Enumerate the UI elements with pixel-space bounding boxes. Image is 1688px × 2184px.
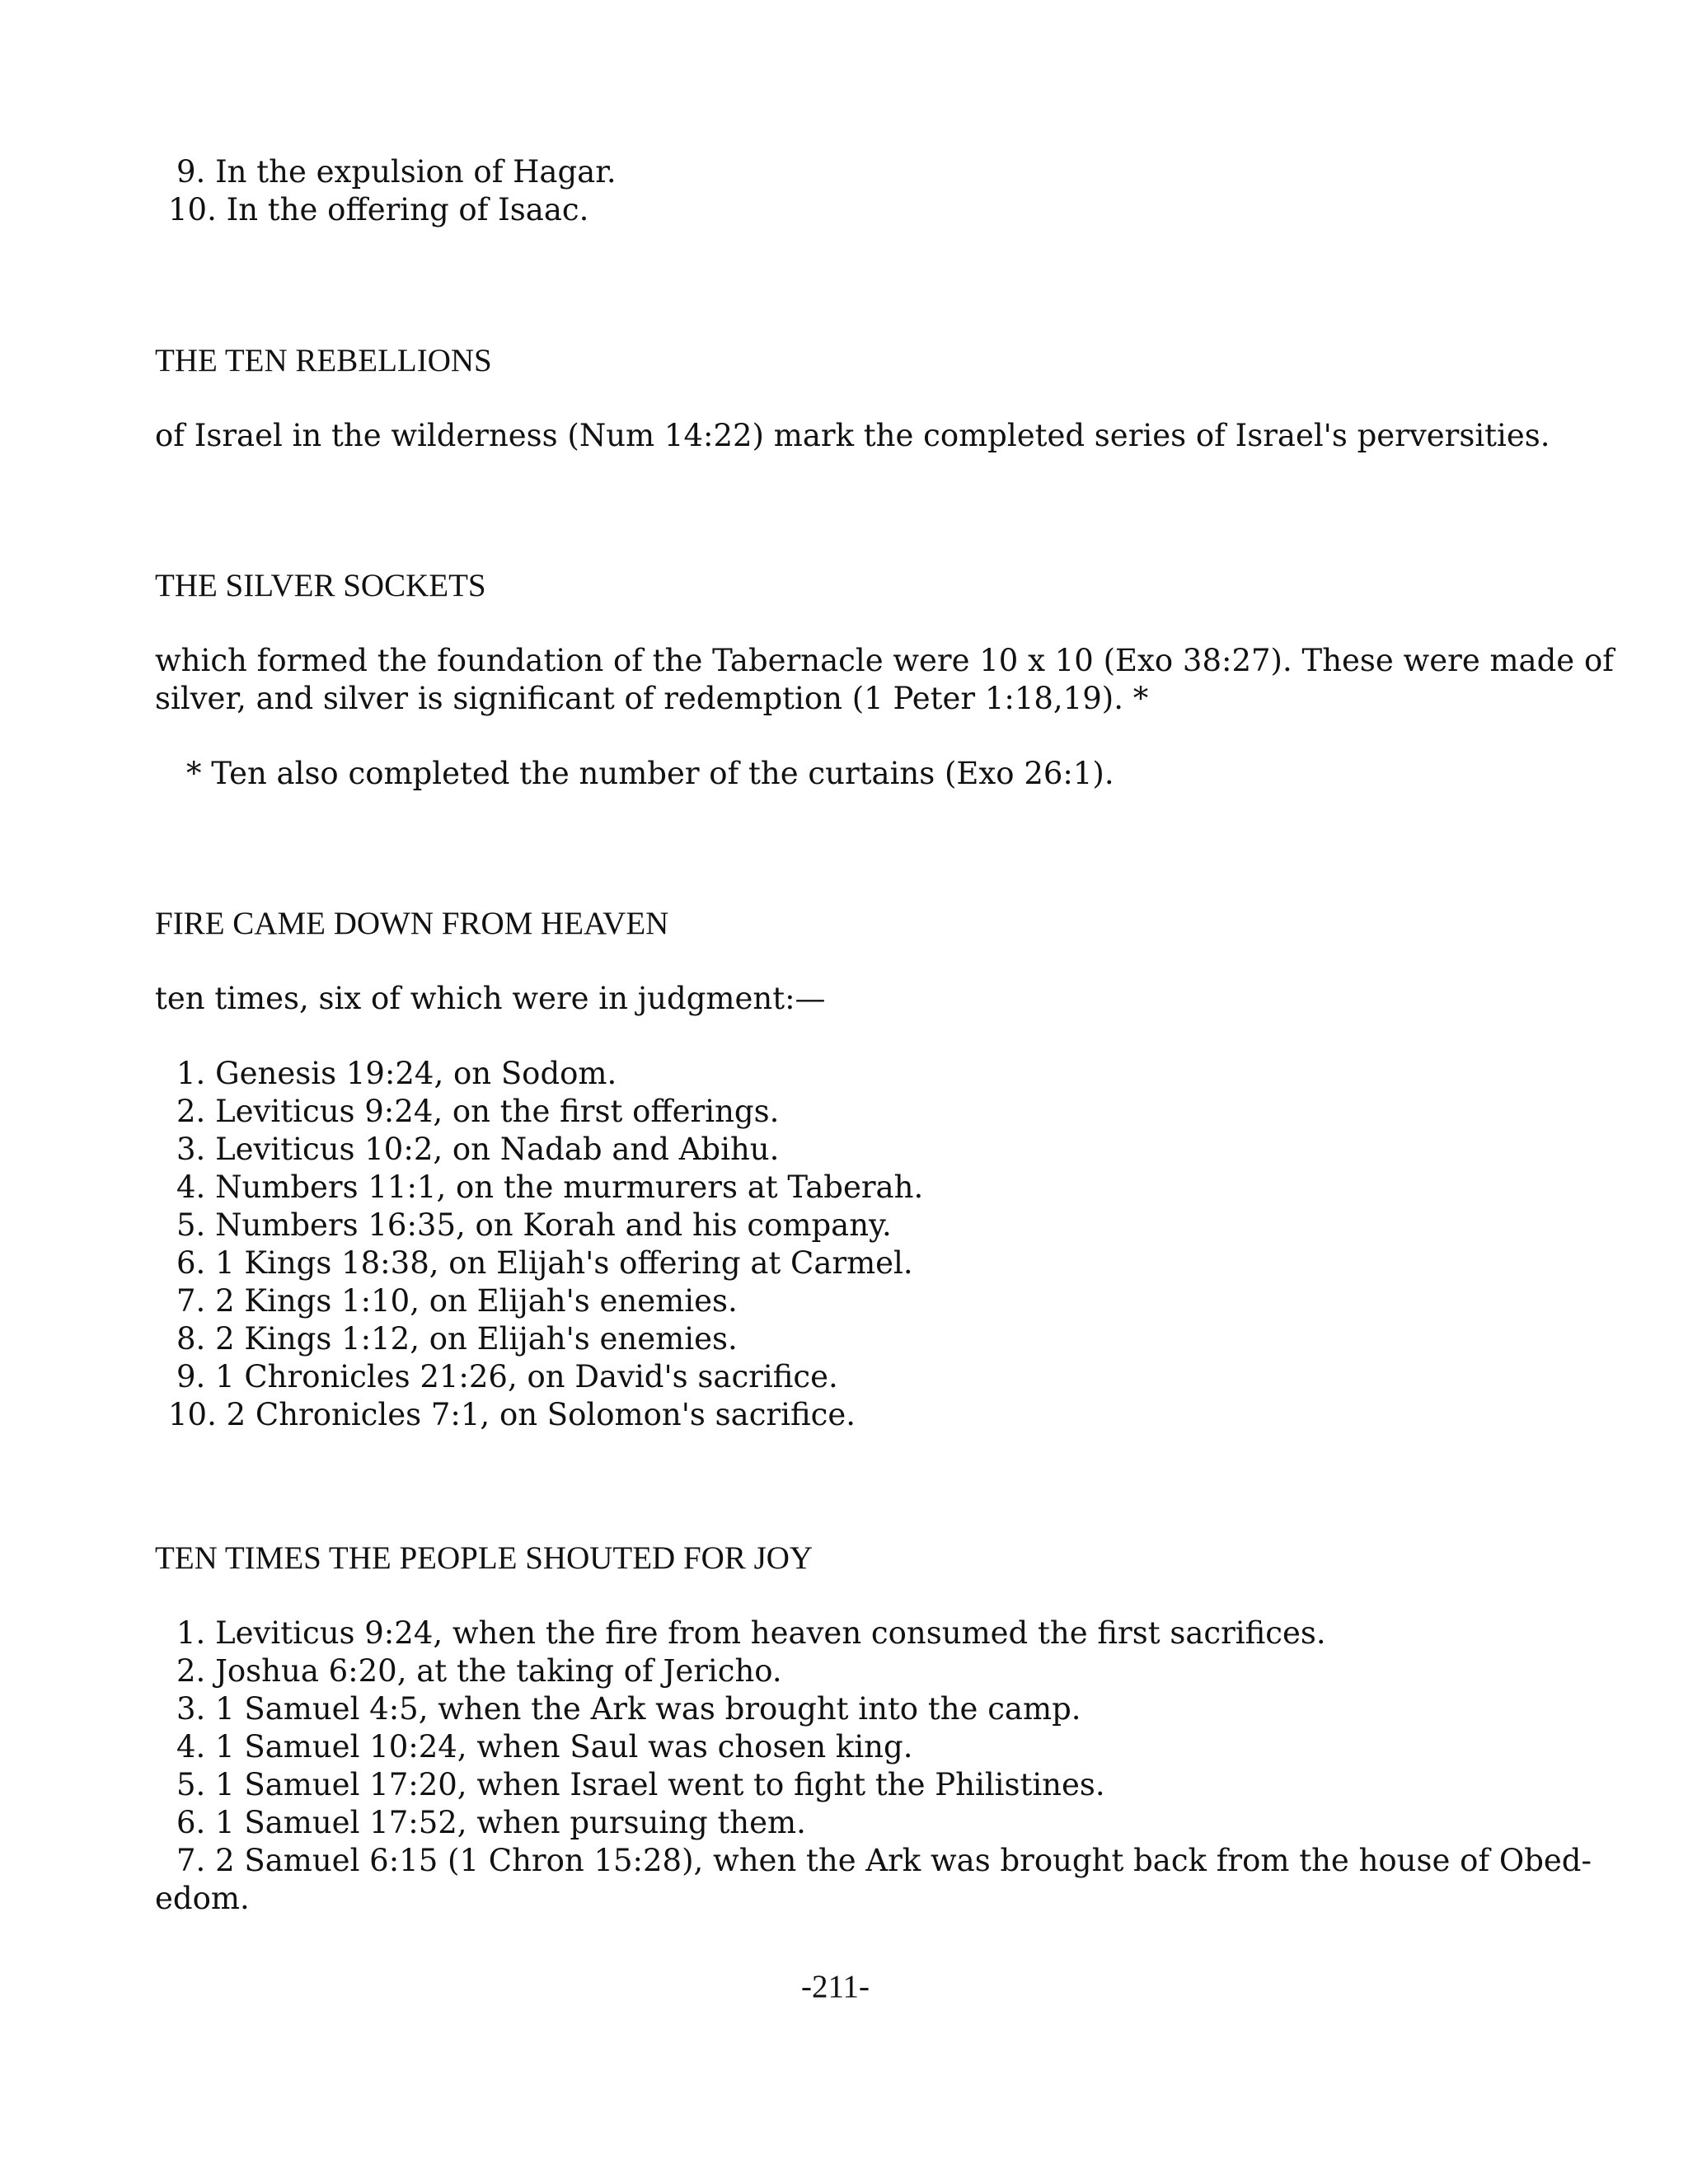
section-heading-shouted: TEN TIMES THE PEOPLE SHOUTED FOR JOY: [155, 1540, 814, 1576]
list-item: 10. 2 Chronicles 7:1, on Solomon's sacrifice.: [168, 1397, 856, 1432]
section-heading-sockets: THE SILVER SOCKETS: [155, 568, 486, 603]
footnote: * Ten also completed the number of the curtains (Exo 26:1).: [186, 756, 1114, 791]
section-heading-rebellions: THE TEN REBELLIONS: [155, 343, 492, 378]
list-item: 6. 1 Kings 18:38, on Elijah's offering at Carmel.: [176, 1245, 913, 1281]
list-item: 10. In the offering of Isaac.: [168, 192, 589, 227]
list-item: 5. 1 Samuel 17:20, when Israel went to fight the Philistines.: [176, 1767, 1105, 1802]
list-item: 5. Numbers 16:35, on Korah and his company.: [176, 1207, 892, 1243]
list-item: 1. Leviticus 9:24, when the fire from heaven consumed the first sacrifices.: [176, 1615, 1326, 1651]
list-item: 9. 1 Chronicles 21:26, on David's sacrifice.: [176, 1359, 838, 1394]
paragraph-sockets-line1: which formed the foundation of the Tabernacle were 10 x 10 (Exo 38:27). These were made of: [155, 643, 1614, 678]
list-item: 2. Joshua 6:20, at the taking of Jericho.: [176, 1653, 782, 1689]
list-item: 7. 2 Samuel 6:15 (1 Chron 15:28), when the Ark was brought back from the house of Obed-: [176, 1843, 1592, 1878]
list-item: 9. In the expulsion of Hagar.: [176, 154, 617, 190]
list-item: 1. Genesis 19:24, on Sodom.: [176, 1056, 617, 1091]
paragraph-sockets-line2: silver, and silver is significant of redemption (1 Peter 1:18,19). *: [155, 681, 1149, 716]
list-item: 2. Leviticus 9:24, on the first offerings.: [176, 1094, 780, 1129]
list-item: 3. Leviticus 10:2, on Nadab and Abihu.: [176, 1132, 780, 1167]
list-item: 4. 1 Samuel 10:24, when Saul was chosen king.: [176, 1729, 913, 1765]
list-item: 6. 1 Samuel 17:52, when pursuing them.: [176, 1805, 806, 1840]
page-number: -211-: [801, 1969, 870, 2004]
list-item: 8. 2 Kings 1:12, on Elijah's enemies.: [176, 1321, 738, 1357]
list-item: 3. 1 Samuel 4:5, when the Ark was brought into the camp.: [176, 1691, 1081, 1727]
paragraph-fire-intro: ten times, six of which were in judgment:—: [155, 981, 826, 1016]
section-heading-fire: FIRE CAME DOWN FROM HEAVEN: [155, 906, 669, 941]
list-item-continuation: edom.: [155, 1881, 250, 1916]
paragraph-rebellions: of Israel in the wilderness (Num 14:22) mark the completed series of Israel's perversities.: [155, 418, 1550, 453]
list-item: 7. 2 Kings 1:10, on Elijah's enemies.: [176, 1283, 738, 1319]
list-item: 4. Numbers 11:1, on the murmurers at Taberah.: [176, 1169, 924, 1205]
